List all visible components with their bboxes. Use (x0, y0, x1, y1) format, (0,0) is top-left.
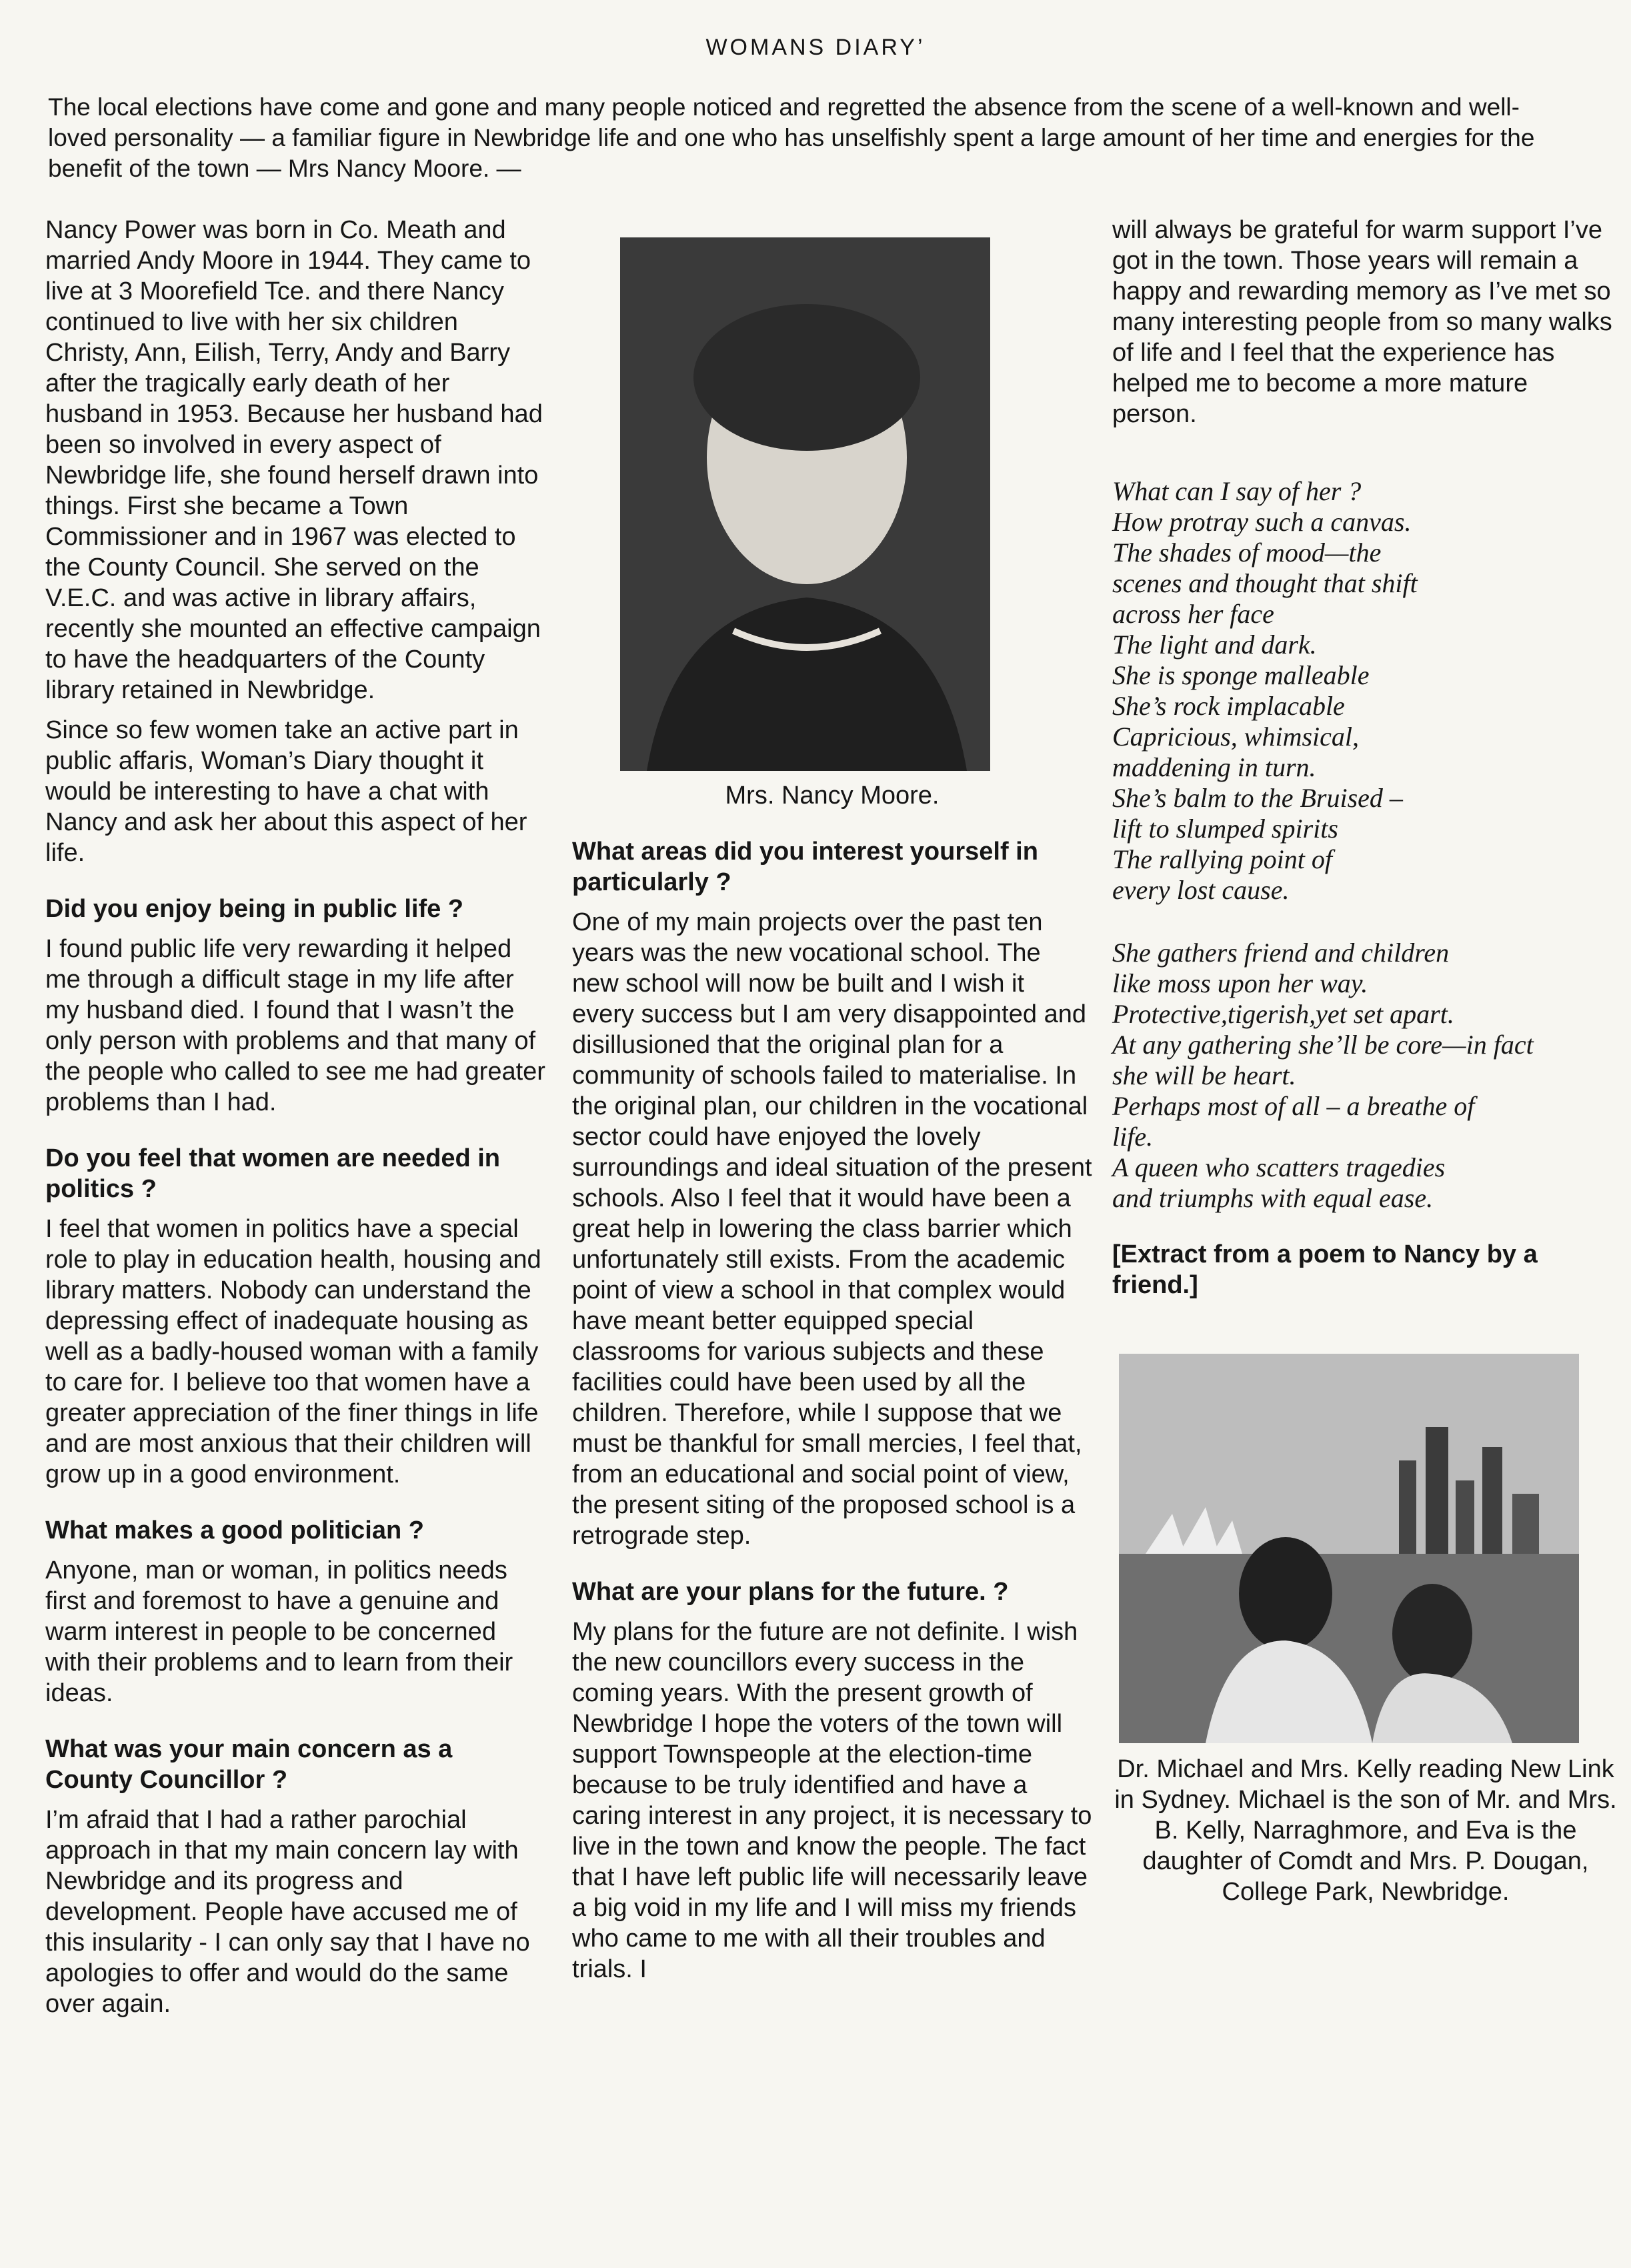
question-heading: What makes a good politician ? (45, 1516, 424, 1544)
poem-line: She is sponge malleable (1112, 660, 1370, 690)
poem-stanza-2 (1112, 938, 1619, 1214)
poem-line: every lost cause. (1112, 875, 1290, 905)
portrait-photo (620, 237, 990, 771)
portrait-figure-icon (620, 237, 990, 771)
poem-line: Perhaps most of all – a breathe of (1112, 1091, 1475, 1121)
poem-line: like moss upon her way. (1112, 968, 1368, 998)
poem-line: she will be heart. (1112, 1060, 1296, 1090)
question-heading: Do you feel that women are needed in politics ? (45, 1144, 501, 1203)
question-heading: What was your main concern as a County Councillor ? (45, 1735, 453, 1794)
answer-paragraph: My plans for the future are not definite. I wish the new councillors every success in the coming years. With the present growth of Newbridge I hope the voters of the town will support Townspeople at the election-time because to be truly identified and have a caring interest in any project, it is necessary to live in the town and know the people. The fact that I have left public life will necessarily leave a big void in my life and I will miss my friends who came to me with all their troubles and trials. I (572, 1618, 1092, 1983)
answer-paragraph: One of my main projects over the past ten years was the new vocational school. The new school will now be built and I wish it every success but I am very disappointed and disillusioned that the original plan for a community of schools failed to materialise. In the original plan, our children in the vocational sector could have enjoyed the lovely surroundings and ideal situation of the present schools. Also I feel that it would have been a great help in lowering the class barrier which unfortunately still exists. From the academic point of view a school in that complex would have meant better equipped special classrooms for various subjects and these facilities could have been used by all the children. Therefore, while I suppose that we must be thankful for small mercies, I feel that, from an educational and social point of view, the present siting of the proposed school is a retrograde step. (572, 908, 1092, 1550)
sydney-caption: Dr. Michael and Mrs. Kelly reading New Link in Sydney. Michael is the son of Mr. and Mrs. B. Kelly, Narraghmore, and Eva is the daughter of Comdt and Mrs. P. Dougan, College Park, Newbridge. (1114, 1755, 1617, 1906)
bio-paragraph: Nancy Power was born in Co. Meath and married Andy Moore in 1944. They came to live at 3 Moorefield Tce. and there Nancy continued to live with her six children Christy, Ann, Eilish, Terry, Andy and Barry after the tragically early death of her husband in 1953. Because her husband had been so involved in every aspect of Newbridge life, she found herself drawn into things. First she became a Town Commissioner and in 1967 was elected to the County Council. She served on the V.E.C. and was active in library affairs, recently she mounted an effective campaign to have the headquarters of the County library retained in Newbridge. (45, 216, 543, 704)
page-header: WOMANS DIARY’ (705, 35, 926, 60)
poem-line: The light and dark. (1112, 630, 1317, 660)
poem-attribution: [Extract from a poem to Nancy by a friend.] (1112, 1240, 1538, 1299)
poem-line: She’s balm to the Bruised – (1112, 783, 1403, 813)
portrait-caption: Mrs. Nancy Moore. (725, 782, 940, 810)
poem-line: She’s rock implacable (1112, 691, 1345, 721)
poem-line: How protray such a canvas. (1112, 507, 1412, 537)
poem-line: and triumphs with equal ease. (1112, 1183, 1434, 1213)
intro-paragraph: The local elections have come and gone and many people noticed and regretted the absence from the scene of a well-known and well-loved personality — a familiar figure in Newbridge life and one who has unselfishly spent a large amount of her time and energies for the benefit of the town — Mrs Nancy Moore. — (48, 93, 1535, 182)
answer-continued: will always be grateful for warm support I’ve got in the town. Those years will remain a happy and rewarding memory as I’ve met so many interesting people from so many walks of life and I feel that the experience has helped me to become a more mature person. (1112, 216, 1612, 428)
poem-line: She gathers friend and children (1112, 938, 1450, 968)
answer-paragraph: I feel that women in politics have a special role to play in education health, housing and library matters. Nobody can understand the depressing effect of inadequate housing as well as a badly-housed woman with a family to care for. I believe too that women have a greater appreciation of the finer things in life and are most anxious that their children will grow up in a good environment. (45, 1215, 541, 1488)
poem-line: The shades of mood—the (1112, 537, 1382, 568)
column-right (1112, 215, 1619, 1931)
question-heading: What areas did you interest yourself in particularly ? (572, 838, 1038, 896)
poem-stanza-1 (1112, 476, 1619, 906)
sydney-photo (1119, 1354, 1579, 1743)
poem-line: lift to slumped spirits (1112, 814, 1338, 844)
answer-paragraph: Anyone, man or woman, in politics needs first and foremost to have a genuine and warm interest in people to be concerned with their problems and to learn from their ideas. (45, 1556, 513, 1707)
poem-line: A queen who scatters tragedies (1112, 1152, 1446, 1182)
column-middle (572, 215, 1092, 1994)
poem-line: across her face (1112, 599, 1274, 629)
answer-paragraph: I found public life very rewarding it helped me through a difficult stage in my life after my husband died. I found that I wasn’t the only person with problems and that many of the people who called to see me had greater problems than I had. (45, 935, 545, 1116)
poem-line: The rallying point of (1112, 844, 1332, 874)
poem-line: Protective,tigerish,yet set apart. (1112, 999, 1454, 1029)
question-heading: Did you enjoy being in public life ? (45, 895, 464, 923)
column-left (45, 215, 545, 2029)
poem-line: What can I say of her ? (1112, 476, 1362, 506)
poem-line: maddening in turn. (1112, 752, 1316, 782)
answer-paragraph: I’m afraid that I had a rather parochial approach in that my main concern lay with Newbridge and its progress and development. People have accused me of this insularity - I can only say that I have no apologies to offer and would do the same over again. (45, 1806, 530, 2018)
sydney-skyline-icon (1119, 1354, 1579, 1743)
intro-chat-paragraph: Since so few women take an active part in public affaris, Woman’s Diary thought it would be interesting to have a chat with Nancy and ask her about this aspect of her life. (45, 716, 527, 867)
poem-line: Capricious, whimsical, (1112, 722, 1360, 752)
poem-line: At any gathering she’ll be core—in fact (1112, 1030, 1534, 1060)
poem-line: scenes and thought that shift (1112, 568, 1418, 598)
question-heading: What are your plans for the future. ? (572, 1578, 1009, 1606)
poem-line: life. (1112, 1122, 1154, 1152)
